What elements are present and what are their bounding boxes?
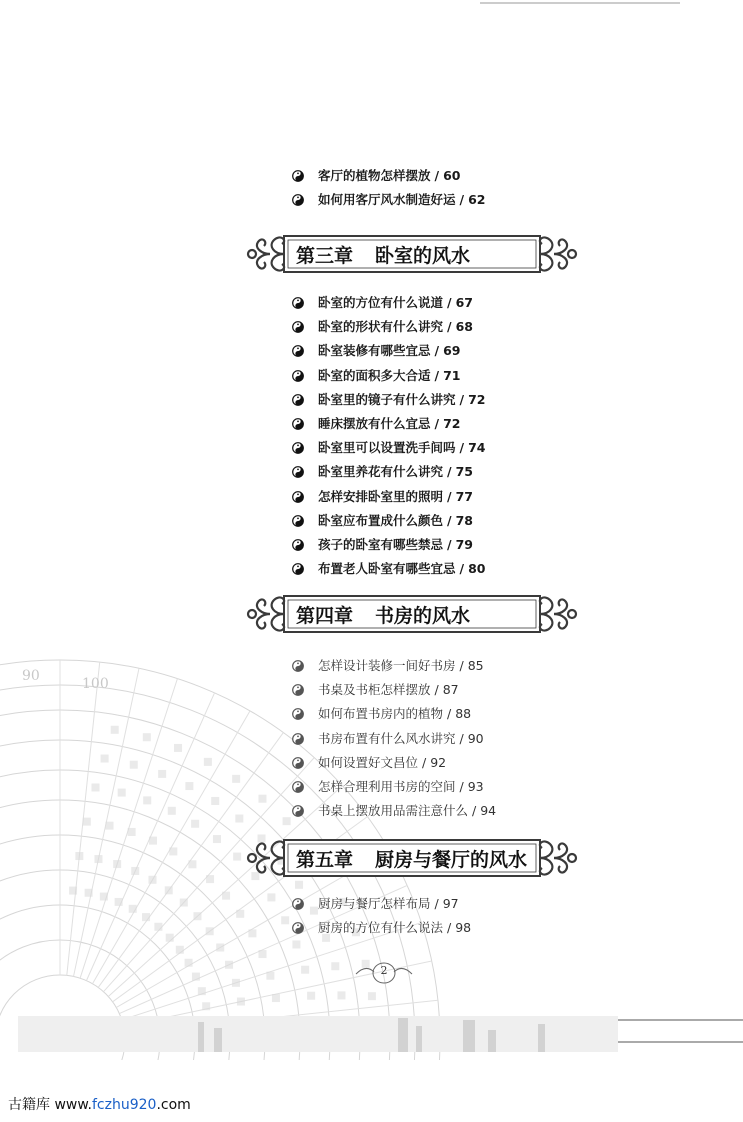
- yinyang-bullet-icon: [292, 491, 304, 503]
- chapter-heading: [244, 832, 580, 884]
- yinyang-bullet-icon: [292, 733, 304, 745]
- chapter-number: 第四章: [296, 604, 354, 627]
- watermark-domain-part2: 920: [129, 1097, 157, 1113]
- yinyang-bullet-icon: [292, 898, 304, 910]
- toc-entry-title: 孩子的卧室有哪些禁忌: [318, 536, 444, 552]
- page-number: [352, 960, 416, 986]
- yinyang-bullet-icon: [292, 297, 304, 309]
- page-separator: /: [434, 343, 440, 359]
- toc-entry[interactable]: [292, 164, 486, 188]
- toc-entry[interactable]: [292, 436, 486, 460]
- yinyang-bullet-icon: [292, 418, 304, 430]
- toc-entry-title: 睡床摆放有什么宜忌: [318, 415, 431, 431]
- toc-list-chapter-5: [292, 892, 471, 940]
- page-separator: /: [447, 512, 452, 528]
- page-separator: /: [434, 682, 439, 698]
- folio-number: 2: [380, 964, 388, 977]
- toc-entry[interactable]: [292, 751, 496, 775]
- page-separator: /: [447, 488, 452, 504]
- yinyang-bullet-icon: [292, 442, 304, 454]
- toc-entry-page: 77: [455, 488, 473, 504]
- yinyang-bullet-icon: [292, 922, 304, 934]
- page-separator: /: [447, 464, 452, 480]
- page-separator: /: [447, 706, 452, 722]
- toc-entry-title: 厨房与餐厅怎样布局: [318, 896, 431, 911]
- toc-entry[interactable]: [292, 678, 496, 702]
- page-separator: /: [434, 415, 440, 431]
- chapter-number: 第三章: [296, 244, 354, 267]
- toc-entry-page: 72: [468, 391, 486, 407]
- toc-entry-title: 客厅的植物怎样摆放: [318, 168, 431, 183]
- page-separator: /: [472, 803, 477, 819]
- chapter-heading: [244, 228, 580, 280]
- toc-entry-page: 69: [443, 343, 461, 359]
- page-separator: /: [447, 536, 452, 552]
- toc-entry[interactable]: [292, 892, 471, 916]
- watermark-suffix: .com: [156, 1097, 191, 1113]
- toc-entry-page: 75: [455, 464, 473, 480]
- toc-list-chapter-4: [292, 654, 496, 823]
- toc-entry-page: 93: [467, 778, 484, 794]
- yinyang-bullet-icon: [292, 660, 304, 672]
- page-separator: /: [434, 896, 439, 911]
- toc-entry[interactable]: [292, 364, 486, 388]
- yinyang-bullet-icon: [292, 194, 304, 206]
- toc-entry-page: 97: [442, 896, 459, 911]
- toc-entry-title: 卧室应布置成什么颜色: [318, 512, 444, 528]
- toc-entry-title: 如何用客厅风水制造好运: [318, 192, 456, 208]
- yinyang-bullet-icon: [292, 539, 304, 551]
- site-watermark: [8, 1094, 191, 1114]
- toc-entry-title: 书桌上摆放用品需注意什么: [318, 803, 469, 819]
- yinyang-bullet-icon: [292, 370, 304, 382]
- toc-entry-title: 卧室里的镜子有什么讲究: [318, 391, 456, 407]
- toc-entry[interactable]: [292, 509, 486, 533]
- toc-entry-title: 卧室的方位有什么说道: [318, 295, 444, 310]
- toc-entry-title: 卧室的形状有什么讲究: [318, 319, 444, 335]
- toc-entry-page: 80: [468, 561, 486, 577]
- toc-entry[interactable]: [292, 799, 496, 823]
- toc-entry-page: 60: [443, 168, 461, 183]
- page-separator: /: [459, 778, 464, 794]
- page-separator: /: [459, 391, 465, 407]
- toc-entry-title: 怎样设计装修一间好书房: [318, 658, 456, 673]
- toc-entry[interactable]: [292, 460, 486, 484]
- toc-entry-title: 卧室里可以设置洗手间吗: [318, 440, 456, 456]
- toc-entry[interactable]: [292, 291, 486, 315]
- page-separator: /: [459, 730, 464, 746]
- chapter-name: 厨房与餐厅的风水: [375, 848, 528, 871]
- page-separator: /: [447, 295, 452, 310]
- bottom-skyline-band: [18, 1012, 743, 1056]
- toc-entry-page: 90: [467, 730, 484, 746]
- toc-entry-title: 怎样合理利用书房的空间: [318, 778, 456, 794]
- page-separator: /: [434, 168, 440, 183]
- toc-entry-title: 书房布置有什么风水讲究: [318, 730, 456, 746]
- yinyang-bullet-icon: [292, 781, 304, 793]
- chapter-title: [290, 598, 534, 630]
- toc-entry[interactable]: [292, 188, 486, 212]
- toc-entry-title: 如何布置书房内的植物: [318, 706, 444, 722]
- watermark-site: 古籍库: [8, 1097, 50, 1113]
- chapter-number: 第五章: [296, 848, 354, 871]
- toc-entry[interactable]: [292, 533, 486, 557]
- page-separator: /: [447, 920, 452, 936]
- toc-entry-page: 98: [455, 920, 472, 936]
- toc-entry[interactable]: [292, 315, 486, 339]
- toc-entry-page: 74: [468, 440, 486, 456]
- toc-entry[interactable]: [292, 654, 496, 678]
- chapter-name: 书房的风水: [375, 604, 471, 627]
- watermark-domain-part1: fczhu: [91, 1097, 130, 1113]
- toc-entry-page: 72: [443, 415, 461, 431]
- toc-entry-page: 68: [455, 319, 473, 335]
- toc-entry-page: 92: [430, 754, 447, 770]
- toc-entry-title: 如何设置好文昌位: [318, 754, 419, 770]
- toc-entry-title: 卧室的面积多大合适: [318, 367, 431, 383]
- yinyang-bullet-icon: [292, 757, 304, 769]
- yinyang-bullet-icon: [292, 170, 304, 182]
- toc-entry-title: 卧室里养花有什么讲究: [318, 464, 444, 480]
- yinyang-bullet-icon: [292, 466, 304, 478]
- toc-entry-page: 87: [442, 682, 459, 698]
- toc-entry-page: 78: [455, 512, 473, 528]
- page-separator: /: [422, 754, 427, 770]
- page-separator: /: [459, 561, 465, 577]
- toc-entry[interactable]: [292, 388, 486, 412]
- page-separator: /: [434, 367, 440, 383]
- yinyang-bullet-icon: [292, 684, 304, 696]
- toc-entry[interactable]: [292, 485, 486, 509]
- toc-entry-title: 书桌及书柜怎样摆放: [318, 682, 431, 698]
- yinyang-bullet-icon: [292, 805, 304, 817]
- toc-entry[interactable]: [292, 702, 496, 726]
- toc-entry-title: 布置老人卧室有哪些宜忌: [318, 561, 456, 577]
- toc-entry-page: 79: [455, 536, 473, 552]
- toc-entry-page: 94: [480, 803, 497, 819]
- toc-entry-page: 71: [443, 367, 461, 383]
- luopan-number: 100: [82, 676, 109, 692]
- toc-entry[interactable]: [292, 412, 486, 436]
- toc-entry-page: 67: [455, 295, 473, 310]
- page-separator: /: [459, 658, 464, 673]
- toc-entry[interactable]: [292, 727, 496, 751]
- chapter-name: 卧室的风水: [375, 244, 471, 267]
- top-rule: [480, 2, 680, 5]
- yinyang-bullet-icon: [292, 515, 304, 527]
- yinyang-bullet-icon: [292, 394, 304, 406]
- yinyang-bullet-icon: [292, 563, 304, 575]
- page-separator: /: [459, 192, 465, 208]
- yinyang-bullet-icon: [292, 321, 304, 333]
- toc-entry[interactable]: [292, 775, 496, 799]
- toc-entry[interactable]: [292, 916, 471, 940]
- toc-entry-page: 62: [468, 192, 486, 208]
- toc-list-chapter-3: [292, 291, 486, 581]
- toc-entry-title: 怎样安排卧室里的照明: [318, 488, 444, 504]
- yinyang-bullet-icon: [292, 345, 304, 357]
- luopan-number: 90: [22, 668, 40, 684]
- toc-entry-page: 85: [467, 658, 484, 673]
- toc-entry-title: 卧室装修有哪些宜忌: [318, 343, 431, 359]
- chapter-title: [290, 238, 534, 270]
- yinyang-bullet-icon: [292, 708, 304, 720]
- toc-entry-title: 厨房的方位有什么说法: [318, 920, 444, 936]
- page-separator: /: [459, 440, 465, 456]
- toc-entry[interactable]: [292, 557, 486, 581]
- watermark-prefix: www.: [54, 1097, 92, 1113]
- chapter-title: [290, 842, 534, 874]
- toc-entry[interactable]: [292, 339, 486, 363]
- toc-list-pre: [292, 164, 486, 212]
- chapter-heading: [244, 588, 580, 640]
- page-separator: /: [447, 319, 452, 335]
- toc-entry-page: 88: [455, 706, 472, 722]
